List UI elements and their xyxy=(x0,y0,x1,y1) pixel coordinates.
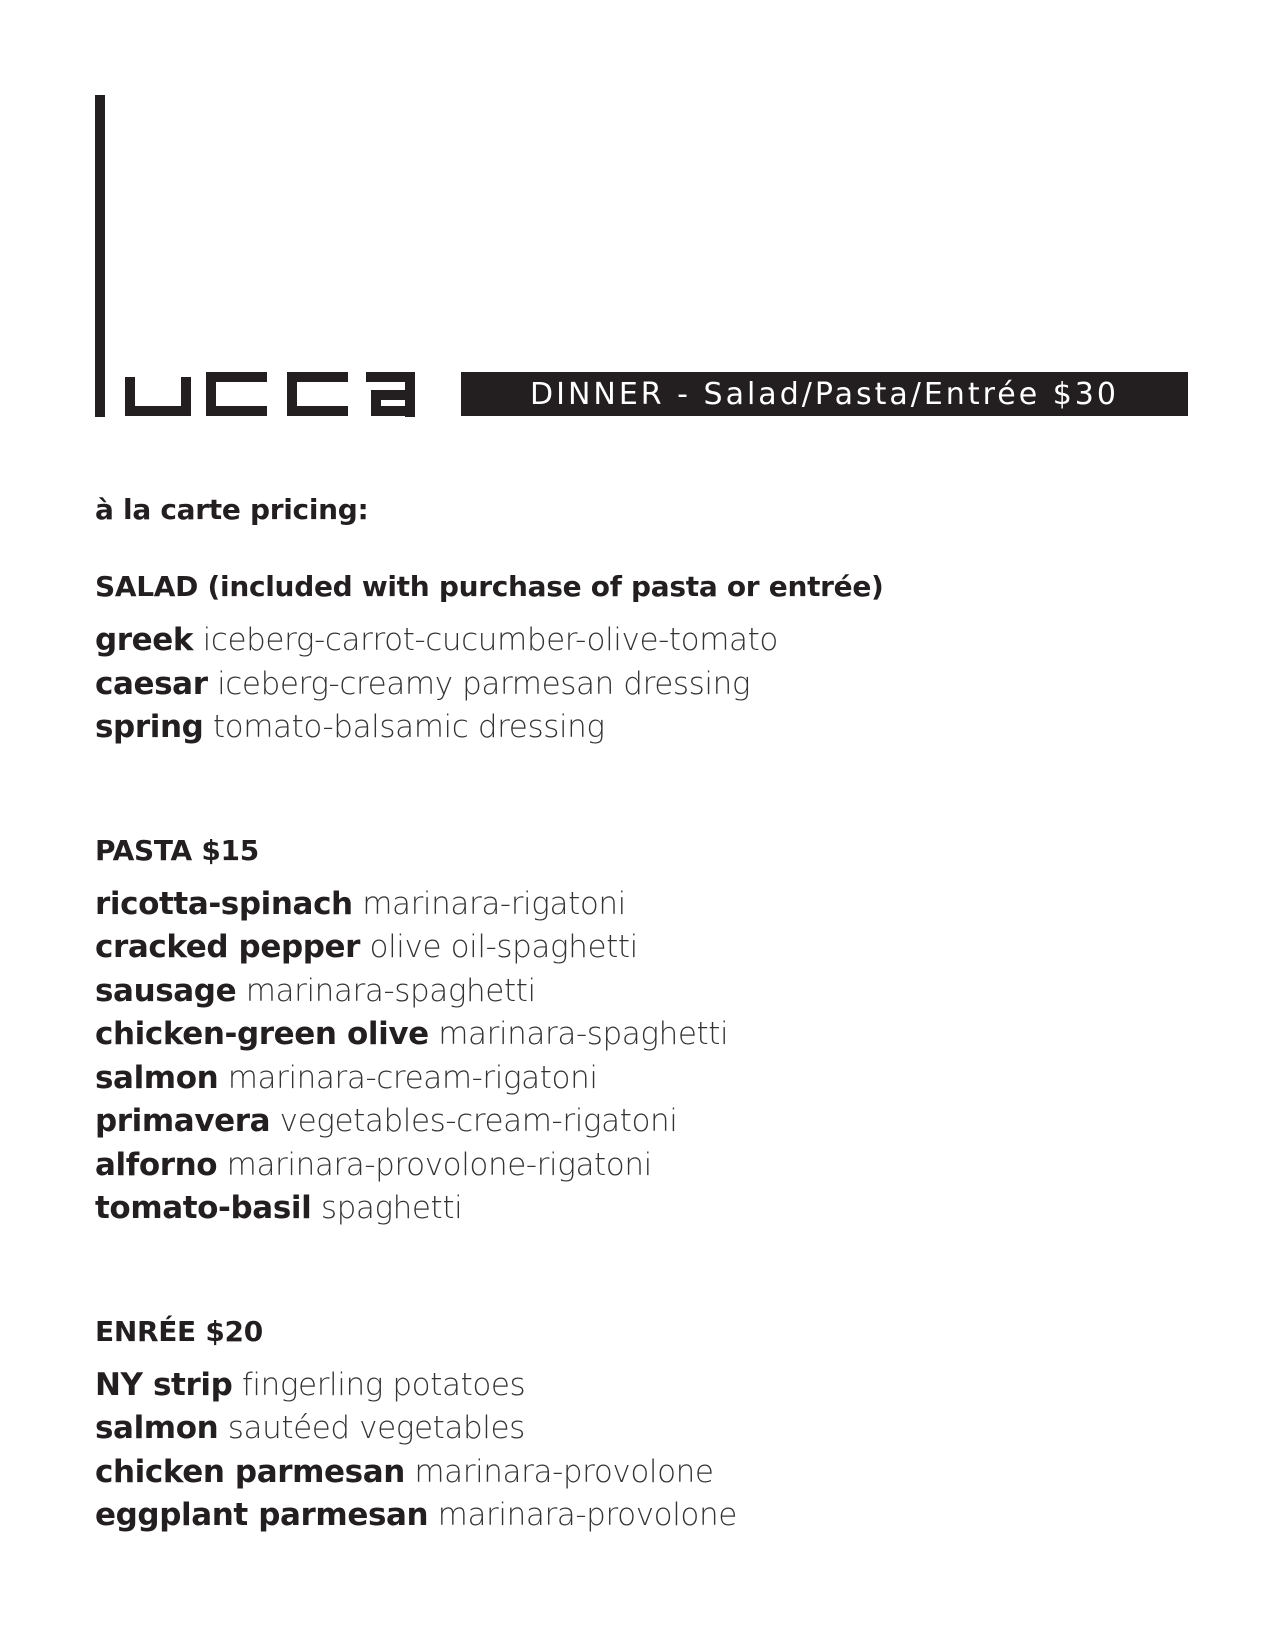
menu-item xyxy=(95,619,1195,663)
menu-item-list xyxy=(95,1364,1195,1538)
menu-item-description: marinara-rigatoni xyxy=(362,885,626,922)
menu-item-name: tomato-basil xyxy=(95,1190,312,1226)
menu-item-name: greek xyxy=(95,622,194,658)
menu-item-name: primavera xyxy=(95,1103,271,1139)
menu-item-description: iceberg-carrot-cucumber-olive-tomato xyxy=(202,622,778,658)
menu-item-name: NY strip xyxy=(95,1366,233,1403)
pricing-note: à la carte pricing: xyxy=(95,493,369,526)
menu-item-name: ricotta-spinach xyxy=(95,885,353,922)
menu-item-description: marinara-provolone xyxy=(414,1453,714,1490)
section-title: PASTA $15 xyxy=(95,833,259,867)
menu-item xyxy=(95,1407,1195,1451)
menu-item xyxy=(95,1364,1195,1408)
menu-section xyxy=(95,1312,1195,1538)
menu-item xyxy=(95,1187,1195,1231)
menu-item-description: iceberg-creamy parmesan dressing xyxy=(217,665,751,702)
menu-item xyxy=(95,1494,1195,1538)
menu-item xyxy=(95,970,1195,1014)
menu-item-description: marinara-provolone xyxy=(437,1497,737,1533)
menu-item-list xyxy=(95,619,1195,750)
menu-section xyxy=(95,831,1195,1231)
menu-item xyxy=(95,1057,1195,1101)
menu-content xyxy=(95,490,1195,1538)
menu-item-name: chicken parmesan xyxy=(95,1453,405,1490)
menu-item-description: marinara-cream-rigatoni xyxy=(227,1059,598,1096)
menu-item-name: sausage xyxy=(95,972,237,1009)
menu-item xyxy=(95,1451,1195,1495)
menu-item-list xyxy=(95,883,1195,1231)
menu-item-description: fingerling potatoes xyxy=(241,1366,526,1403)
section-title: ENRÉE $20 xyxy=(95,1314,263,1348)
menu-item-description: marinara-provolone-rigatoni xyxy=(226,1146,652,1183)
menu-item-name: cracked pepper xyxy=(95,929,361,965)
menu-item-name: eggplant parmesan xyxy=(95,1497,429,1533)
menu-item-description: olive oil-spaghetti xyxy=(369,929,638,965)
menu-item xyxy=(95,883,1195,927)
menu-item-name: salmon xyxy=(95,1059,219,1096)
menu-item xyxy=(95,926,1195,970)
menu-item-name: caesar xyxy=(95,665,208,702)
menu-item xyxy=(95,1144,1195,1188)
menu-item xyxy=(95,1013,1195,1057)
menu-section xyxy=(95,567,1195,750)
menu-item-name: alforno xyxy=(95,1146,218,1183)
menu-item xyxy=(95,1100,1195,1144)
menu-item-description: marinara-spaghetti xyxy=(245,972,536,1009)
menu-sections xyxy=(95,567,1195,1538)
lucca-logo xyxy=(95,95,415,417)
menu-item xyxy=(95,706,1195,750)
menu-item-description: marinara-spaghetti xyxy=(438,1016,729,1052)
menu-item-description: sautéed vegetables xyxy=(227,1410,525,1446)
dinner-banner: DINNER - Salad/Pasta/Entrée $30 xyxy=(461,372,1188,416)
menu-item xyxy=(95,663,1195,707)
menu-item-name: spring xyxy=(95,709,204,745)
menu-item-description: tomato-balsamic dressing xyxy=(212,709,605,745)
section-title: SALAD (included with purchase of pasta or entrée) xyxy=(95,570,884,603)
menu-item-name: salmon xyxy=(95,1410,219,1446)
menu-item-description: vegetables-cream-rigatoni xyxy=(279,1103,678,1139)
menu-item-name: chicken-green olive xyxy=(95,1016,429,1052)
menu-item-description: spaghetti xyxy=(320,1190,463,1226)
